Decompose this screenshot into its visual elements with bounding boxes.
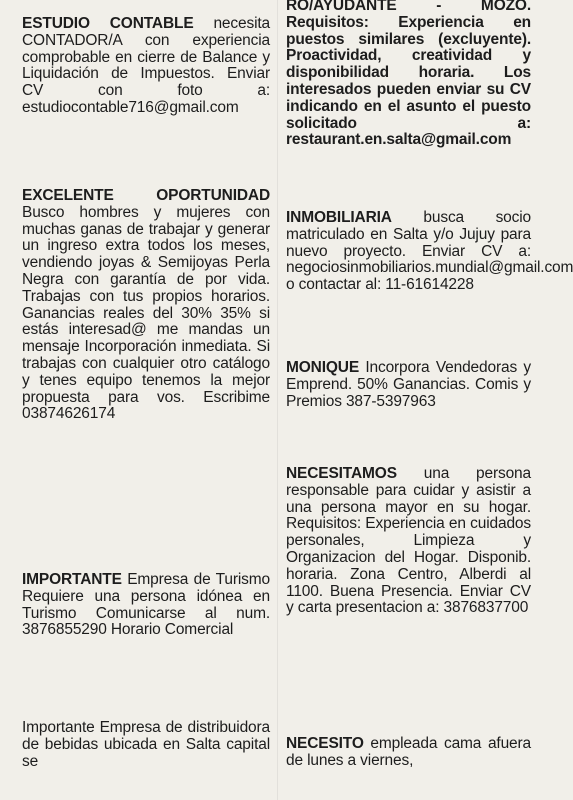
ad-text: RO/AYUDANTE - MOZO. Requisitos: Experiencia en puestos similares (excluyente). Proactividad, creatividad y disponibilidad horaria. Los interesados pueden enviar su CV indicando en el asunto el puesto solicitado a: restaurant.en.salta@gmail.com: [286, 0, 531, 149]
ad-necesito: [286, 736, 531, 770]
ad-distribuidora-bebidas: [22, 720, 270, 770]
ad-heading: NECESITAMOS: [286, 465, 397, 482]
ad-text: Empresa de Turismo Requiere una persona idónea en Turismo Comunicarse al num. 3876855290 Horario Comercial: [22, 571, 270, 639]
ad-heading: ESTUDIO CONTABLE: [22, 15, 194, 32]
ad-heading: IMPORTANTE: [22, 571, 122, 588]
ad-text: necesita CONTADOR/A con experiencia comprobable en cierre de Balance y Liquidación de Impuestos. Enviar CV con foto a: estudiocontable716@gmail.com: [22, 15, 270, 116]
ad-ayudante-mozo: [286, 0, 531, 149]
column-divider: [277, 0, 278, 800]
ad-inmobiliaria: [286, 209, 573, 294]
ad-heading: NECESITO: [286, 735, 364, 752]
ad-monique: [286, 360, 531, 410]
ad-text: Incorpora Vendedoras y Emprend. 50% Ganancias. Comis y Premios 387-5397963: [286, 359, 531, 410]
ad-necesitamos: [286, 466, 531, 617]
ad-importante-turismo: [22, 572, 270, 639]
ad-text: Importante Empresa de distribuidora de bebidas ubicada en Salta capital se: [22, 719, 270, 770]
ad-text: Busco hombres y mujeres con muchas ganas de trabajar y generar un ingreso extra todos los meses, vendiendo joyas & Semijoyas Perla Negra con garantía de por vida. Trabajas con tus propios horarios. Ganancias reales del 30% 35% si estás interesad@ me mandas un mensaje Incorporación inmediata. Si trabajas con cualquier otro catálogo y tenes equipo tenemos la mejor propuesta para vos. Escribime 03874626174: [22, 203, 270, 423]
ad-heading: MONIQUE: [286, 359, 360, 376]
ad-text: empleada cama afuera de lunes a viernes,: [286, 735, 531, 769]
ad-heading: EXCELENTE OPORTUNIDAD: [22, 187, 270, 204]
ad-estudio-contable: [22, 16, 270, 117]
ad-excelente-oportunidad: [22, 188, 270, 423]
ad-heading: INMOBILIARIA: [286, 209, 392, 226]
ad-text: busca socio matriculado en Salta y/o Jujuy para nuevo proyecto. Enviar CV a: negociosinmobiliarios.mundial@gmail.com o contactar al: 11-61614228: [286, 209, 573, 294]
ad-text: una persona responsable para cuidar y asistir a una persona mayor en su hogar. Requisitos: Experiencia en cuidados personales, Limpieza y Organizacion del Hogar. Disponib. horaria. Zona Centro, Alberdi al 1100. Buena Presencia. Enviar CV y carta presentacion a: 3876837700: [286, 465, 531, 617]
